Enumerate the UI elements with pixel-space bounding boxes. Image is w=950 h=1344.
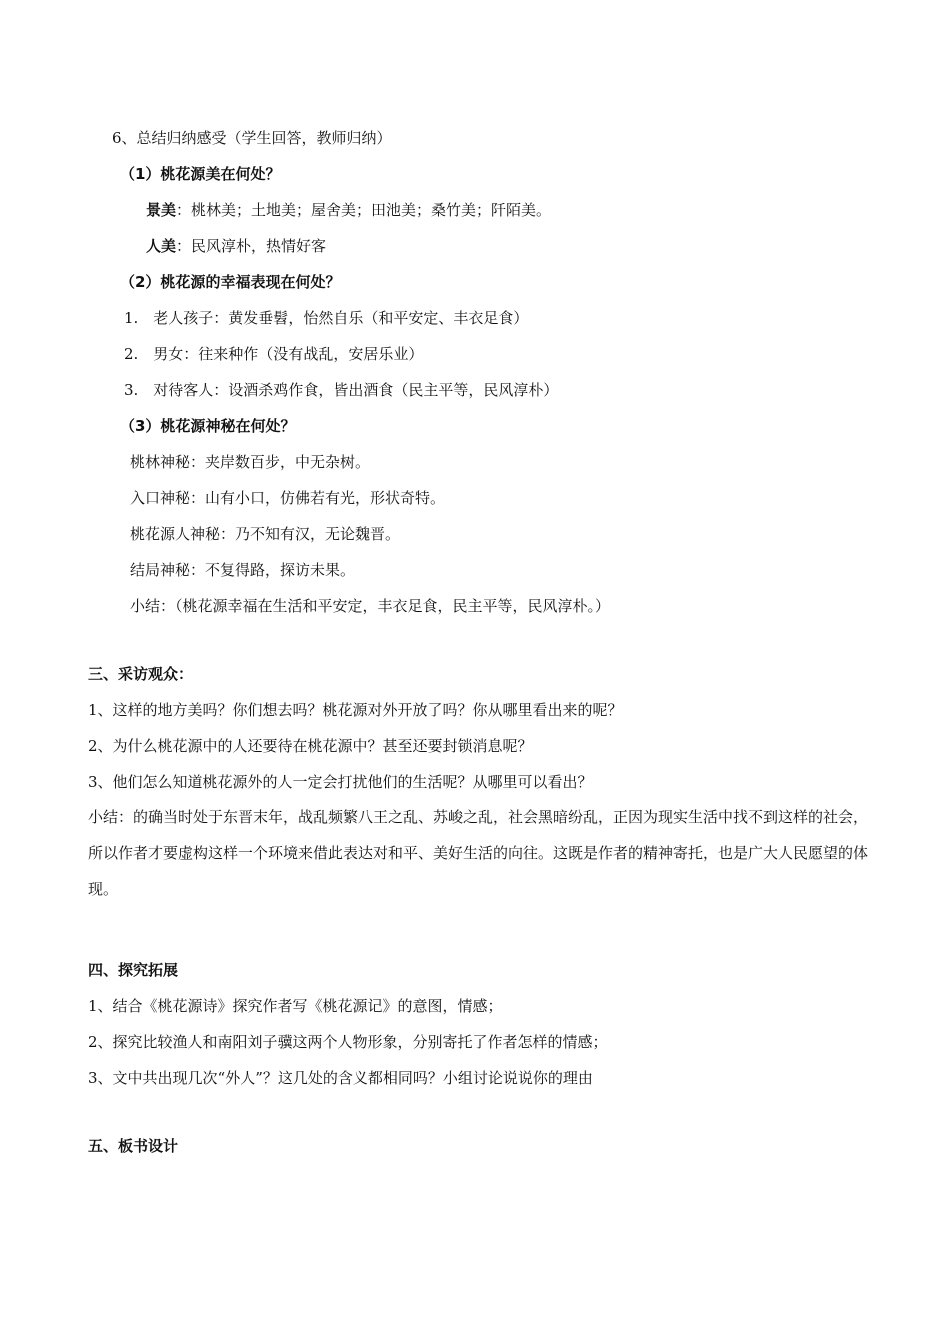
section5-heading: 五、板书设计 [88, 1137, 179, 1155]
q1-people-label: 人美 [146, 237, 177, 255]
q2-item-1: 1. 老人孩子：黄发垂髫，怡然自乐（和平安定、丰衣足食） [124, 309, 529, 327]
q1-scenery-text: ：桃林美；土地美；屋舍美；田池美；桑竹美；阡陌美。 [176, 201, 552, 219]
section4-heading: 四、探究拓展 [88, 961, 179, 979]
section3-item-3: 3、他们怎么知道桃花源外的人一定会打扰他们的生活呢？从哪里可以看出？ [88, 773, 593, 791]
section4-item-1: 1、结合《桃花源诗》探究作者写《桃花源记》的意图，情感； [88, 997, 503, 1015]
q1-scenery-label: 景美 [146, 201, 177, 219]
q3-item-4: 结局神秘：不复得路，探访未果。 [130, 561, 356, 579]
q3-item-3: 桃花源人神秘：乃不知有汉，无论魏晋。 [130, 525, 401, 543]
q2-title: （2）桃花源的幸福表现在何处？ [120, 273, 341, 291]
q2-item-3: 3. 对待客人：设酒杀鸡作食，皆出酒食（民主平等，民风淳朴） [124, 381, 559, 399]
q3-summary: 小结：（桃花源幸福在生活和平安定，丰衣足食，民主平等，民风淳朴。） [130, 597, 611, 615]
section4-item-3: 3、文中共出现几次“外人”？这几处的含义都相同吗？小组讨论说说你的理由 [88, 1069, 593, 1087]
q1-people [146, 236, 326, 256]
q3-title: （3）桃花源神秘在何处？ [120, 417, 296, 435]
section3-item-1: 1、这样的地方美吗？你们想去吗？桃花源对外开放了吗？你从哪里看出来的呢？ [88, 701, 623, 719]
q1-people-text: ：民风淳朴，热情好客 [176, 237, 327, 255]
section4-item-2: 2、探究比较渔人和南阳刘子骥这两个人物形象，分别寄托了作者怎样的情感； [88, 1033, 608, 1051]
q2-item-2: 2. 男女：往来种作（没有战乱，安居乐业） [124, 345, 424, 363]
q1-title: （1）桃花源美在何处？ [120, 165, 281, 183]
section3-item-2: 2、为什么桃花源中的人还要待在桃花源中？甚至还要封锁消息呢？ [88, 737, 533, 755]
q3-item-2: 入口神秘：山有小口，仿佛若有光，形状奇特。 [130, 489, 446, 507]
section6-heading: 6、总结归纳感受（学生回答，教师归纳） [112, 129, 392, 147]
q1-scenery [146, 200, 551, 220]
q3-item-1: 桃林神秘：夹岸数百步，中无杂树。 [130, 453, 371, 471]
section3-heading: 三、采访观众： [88, 665, 194, 683]
section3-summary: 小结：的确当时处于东晋末年，战乱频繁八王之乱、苏峻之乱，社会黑暗纷乱，正因为现实生活中找不到这样的社会，所以作者才要虚构这样一个环境来借此表达对和平、美好生活的向往。这既是作者的精神寄托，也是广大人民愿望的体现。 [88, 808, 869, 898]
